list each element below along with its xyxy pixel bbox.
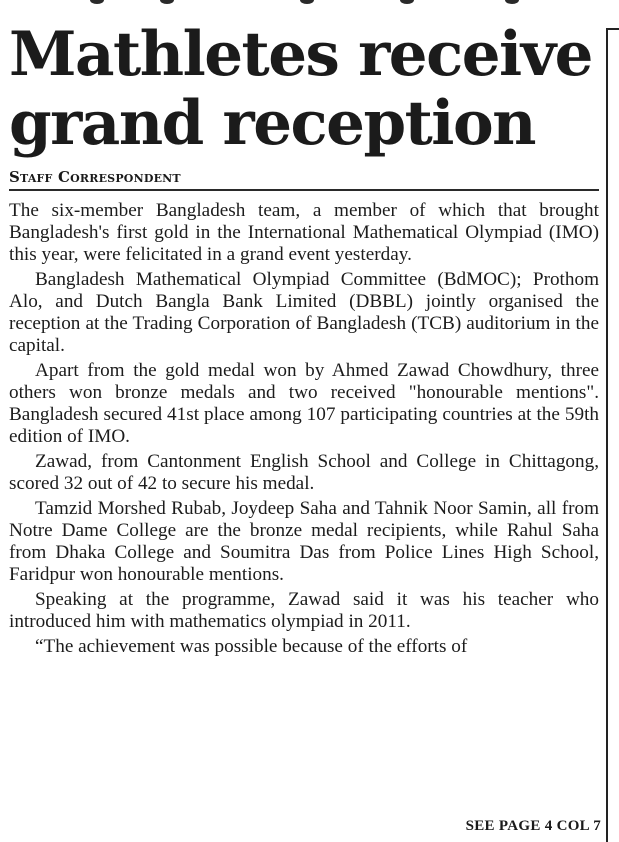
news-article	[9, 20, 599, 658]
paragraph: Tamzid Morshed Rubab, Joydeep Saha and Tahnik Noor Samin, all from Notre Dame College are the bronze medal recipients, while Rahul Saha from Dhaka College and Soumitra Das from Police Lines High School, Faridpur won honourable mentions.	[9, 498, 599, 585]
column-rule	[606, 30, 608, 842]
paragraph: “The achievement was possible because of the efforts of	[35, 636, 468, 657]
headline-line-2: grand reception	[9, 88, 535, 159]
byline: Staff Correspondent	[9, 168, 599, 191]
paragraph: Speaking at the programme, Zawad said it was his teacher who introduced him with mathematics olympiad in 2011.	[9, 589, 599, 632]
headline-line-1: Mathletes receive	[9, 19, 592, 90]
paragraph: The six-member Bangladesh team, a member of which that brought Bangladesh's first gold in the International Mathematical Olympiad (IMO) this year, were felicitated in a grand event yesterday.	[9, 200, 599, 265]
paragraph: Zawad, from Cantonment English School and College in Chittagong, scored 32 out of 42 to secure his medal.	[9, 451, 599, 494]
article-body	[9, 200, 599, 658]
continuation-note: SEE PAGE 4 COL 7	[465, 818, 601, 834]
clipped-text-fragment	[0, 0, 619, 6]
paragraph: Apart from the gold medal won by Ahmed Zawad Chowdhury, three others won bronze medals and two received "honourable mentions". Bangladesh secured 41st place among 107 participating countries at the 59th edition of IMO.	[9, 360, 599, 447]
paragraph: Bangladesh Mathematical Olympiad Committee (BdMOC); Prothom Alo, and Dutch Bangla Bank Limited (DBBL) jointly organised the reception at the Trading Corporation of Bangladesh (TCB) auditorium in the capital.	[9, 269, 599, 356]
headline	[9, 20, 599, 158]
